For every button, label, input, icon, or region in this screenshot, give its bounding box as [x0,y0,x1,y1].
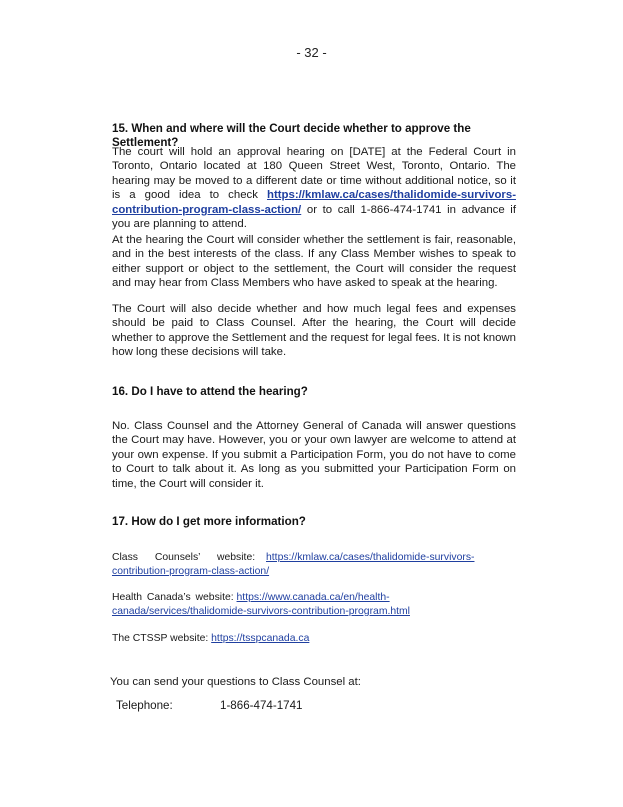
section-16-paragraph-1: No. Class Counsel and the Attorney General of Canada will answer questions the Court may have. However, you or your own lawyer are welcome to attend at your own expense. If you submit a Participation Form, you do not have to come to Court to talk about it. As long as you submitted your Participation Form on time, the Court will consider it. [112,420,516,490]
kmlaw-link[interactable]: https://kmlaw.ca/cases/thalidomide-survivors-contribution-program-class-action/ [112,189,516,216]
ctssp-website-link[interactable]: https://tsspcanada.ca [211,633,310,644]
section-17-heading: 17. How do I get more information? [112,515,306,528]
section-16-heading: 16. Do I have to attend the hearing? [112,385,308,398]
class-counsel-website-link[interactable]: https://kmlaw.ca/cases/thalidomide-survivors-contribution-program-class-action/ [112,552,475,577]
section-15-paragraph-3: The Court will also decide whether and how much legal fees and expenses should be paid to Class Counsel. After the hearing, the Court will decide whether to approve the Settlement and the request for legal fees. It is not known how long these decisions will take. [112,303,516,359]
link-label: Health Canada’s website: [112,592,234,603]
page-number: - 32 - [296,45,327,60]
health-canada-website-line [112,591,516,618]
telephone-row [116,699,303,712]
ctssp-website-line [112,632,516,646]
link-label: Class Counsels’ website: [112,552,256,563]
health-canada-website-link[interactable]: https://www.canada.ca/en/health-canada/services/thalidomide-survivors-contribution-program.html [112,592,410,617]
paragraph-text: or to call 1-866-474-1741 in advance if you are planning to attend. [112,203,516,231]
section-15-paragraph-2: At the hearing the Court will consider whether the settlement is fair, reasonable, and in the best interests of the class. If any Class Member wishes to speak to either support or object to the settlement, the Court will consider the request and may hear from Class Members who have asked to speak at the hearing. [112,234,516,290]
section-15-heading: 15. When and where will the Court decide whether to approve the Settlement? [112,122,471,150]
link-label: The CTSSP website: [112,633,209,644]
send-questions-text: You can send your questions to Class Counsel at: [110,676,361,688]
class-counsel-website-line [112,551,516,578]
telephone-value: 1-866-474-1741 [220,699,303,712]
paragraph-text: The court will hold an approval hearing on [DATE] at the Federal Court in Toronto, Ontario located at 180 Queen Street West, Toronto, Ontario. The hearing may be moved to a different date or time without additional notice, so it is a good idea to check [112,146,516,202]
section-15-paragraph-1 [112,145,516,231]
telephone-label: Telephone: [116,699,173,712]
